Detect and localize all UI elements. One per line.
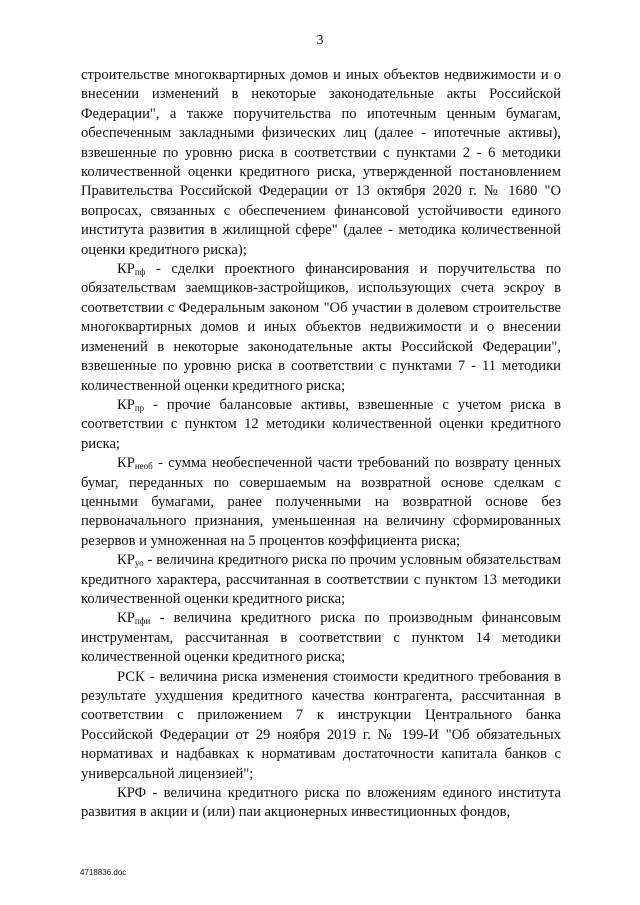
paragraph-term: $КР_{пфи}$ <box>117 610 151 627</box>
paragraph-text: строительстве многоквартирных домов и иных объектов недвижимости и о внесении изменений в некоторые законодательные акты Российской Федерации", а также поручительства по ипотечным ценным бумагам, обеспеченным закладными физических лиц (далее - ипотечные активы), взвешенные по уровню риска в соответствии с пунктами 2 - 6 методики количественной оценки кредитного риска, утвержденной постановлением Правительства Российской Федерации от 13 октября 2020 г. № 1680 "О вопросах, связанных с обеспечением финансовой устойчивости единого института развития в жилищной сфере" (далее - методика количественной оценки кредитного риска); <box>81 67 561 258</box>
paragraph-term: РСК <box>117 668 145 685</box>
paragraph-text: - величина кредитного риска по вложениям единого института развития в акции и (или) паи акционерных инвестиционных фондов, <box>81 785 561 821</box>
paragraph-krf <box>81 784 561 823</box>
paragraph-text: - сумма необеспеченной части требований по возврату ценных бумаг, переданных по совершаемым на возвратной основе сделкам с ценными бумагами, ранее полученными на возвратной основе без первоначального признания, уменьшенная на величину сформированных резервов и умноженная на 5 процентов коэффициента риска; <box>81 455 561 549</box>
paragraph-kr-uo <box>81 551 561 609</box>
paragraph-kr-neob <box>81 454 561 551</box>
document-body <box>81 66 561 823</box>
paragraph-kr-pr <box>81 396 561 454</box>
paragraph-text: - величина кредитного риска по производным финансовым инструментам, рассчитанная в соответствии с пунктом 14 методики количественной оценки кредитного риска; <box>81 610 561 666</box>
paragraph-text: - сделки проектного финансирования и поручительства по обязательствам заемщиков-застройщиков, использующих счета эскроу в соответствии с Федеральным законом "Об участии в долевом строительстве многоквартирных домов и иных объектов недвижимости и о внесении изменений в некоторые законодательные акты Российской Федерации", взвешенные по уровню риска в соответствии с пунктами 7 - 11 методики количественной оценки кредитного риска; <box>81 261 561 394</box>
paragraph-text: - величина риска изменения стоимости кредитного требования в результате ухудшения кредитного качества контрагента, рассчитанная в соответствии с приложением 7 к инструкции Центрального банка Российской Федерации от 29 ноября 2019 г. № 199-И "Об обязательных нормативах и надбавках к нормативам достаточности капитала банков с универсальной лицензией"; <box>81 668 561 782</box>
paragraph-term: $КР_{пр}$ <box>117 396 145 413</box>
paragraph-term: КРФ <box>117 785 147 802</box>
paragraph-term: $КР_{уо}$ <box>117 552 144 569</box>
paragraph-kr-pf <box>81 260 561 396</box>
document-file-code: 4718836.doc <box>80 868 127 877</box>
page-number: 3 <box>316 33 324 48</box>
paragraph-text: - величина кредитного риска по прочим условным обязательствам кредитного характера, рассчитанная в соответствии с пунктом 13 методики количественной оценки кредитного риска; <box>81 552 561 607</box>
paragraph-continuation <box>81 66 561 260</box>
paragraph-term: $КР_{пф}$ <box>117 261 146 278</box>
paragraph-kr-pfi <box>81 609 561 667</box>
paragraph-term: $КР_{необ}$ <box>117 455 153 472</box>
paragraph-rsk <box>81 668 561 784</box>
paragraph-text: - прочие балансовые активы, взвешенные с учетом риска в соответствии с пунктом 12 методики количественной оценки кредитного риска; <box>81 396 561 452</box>
